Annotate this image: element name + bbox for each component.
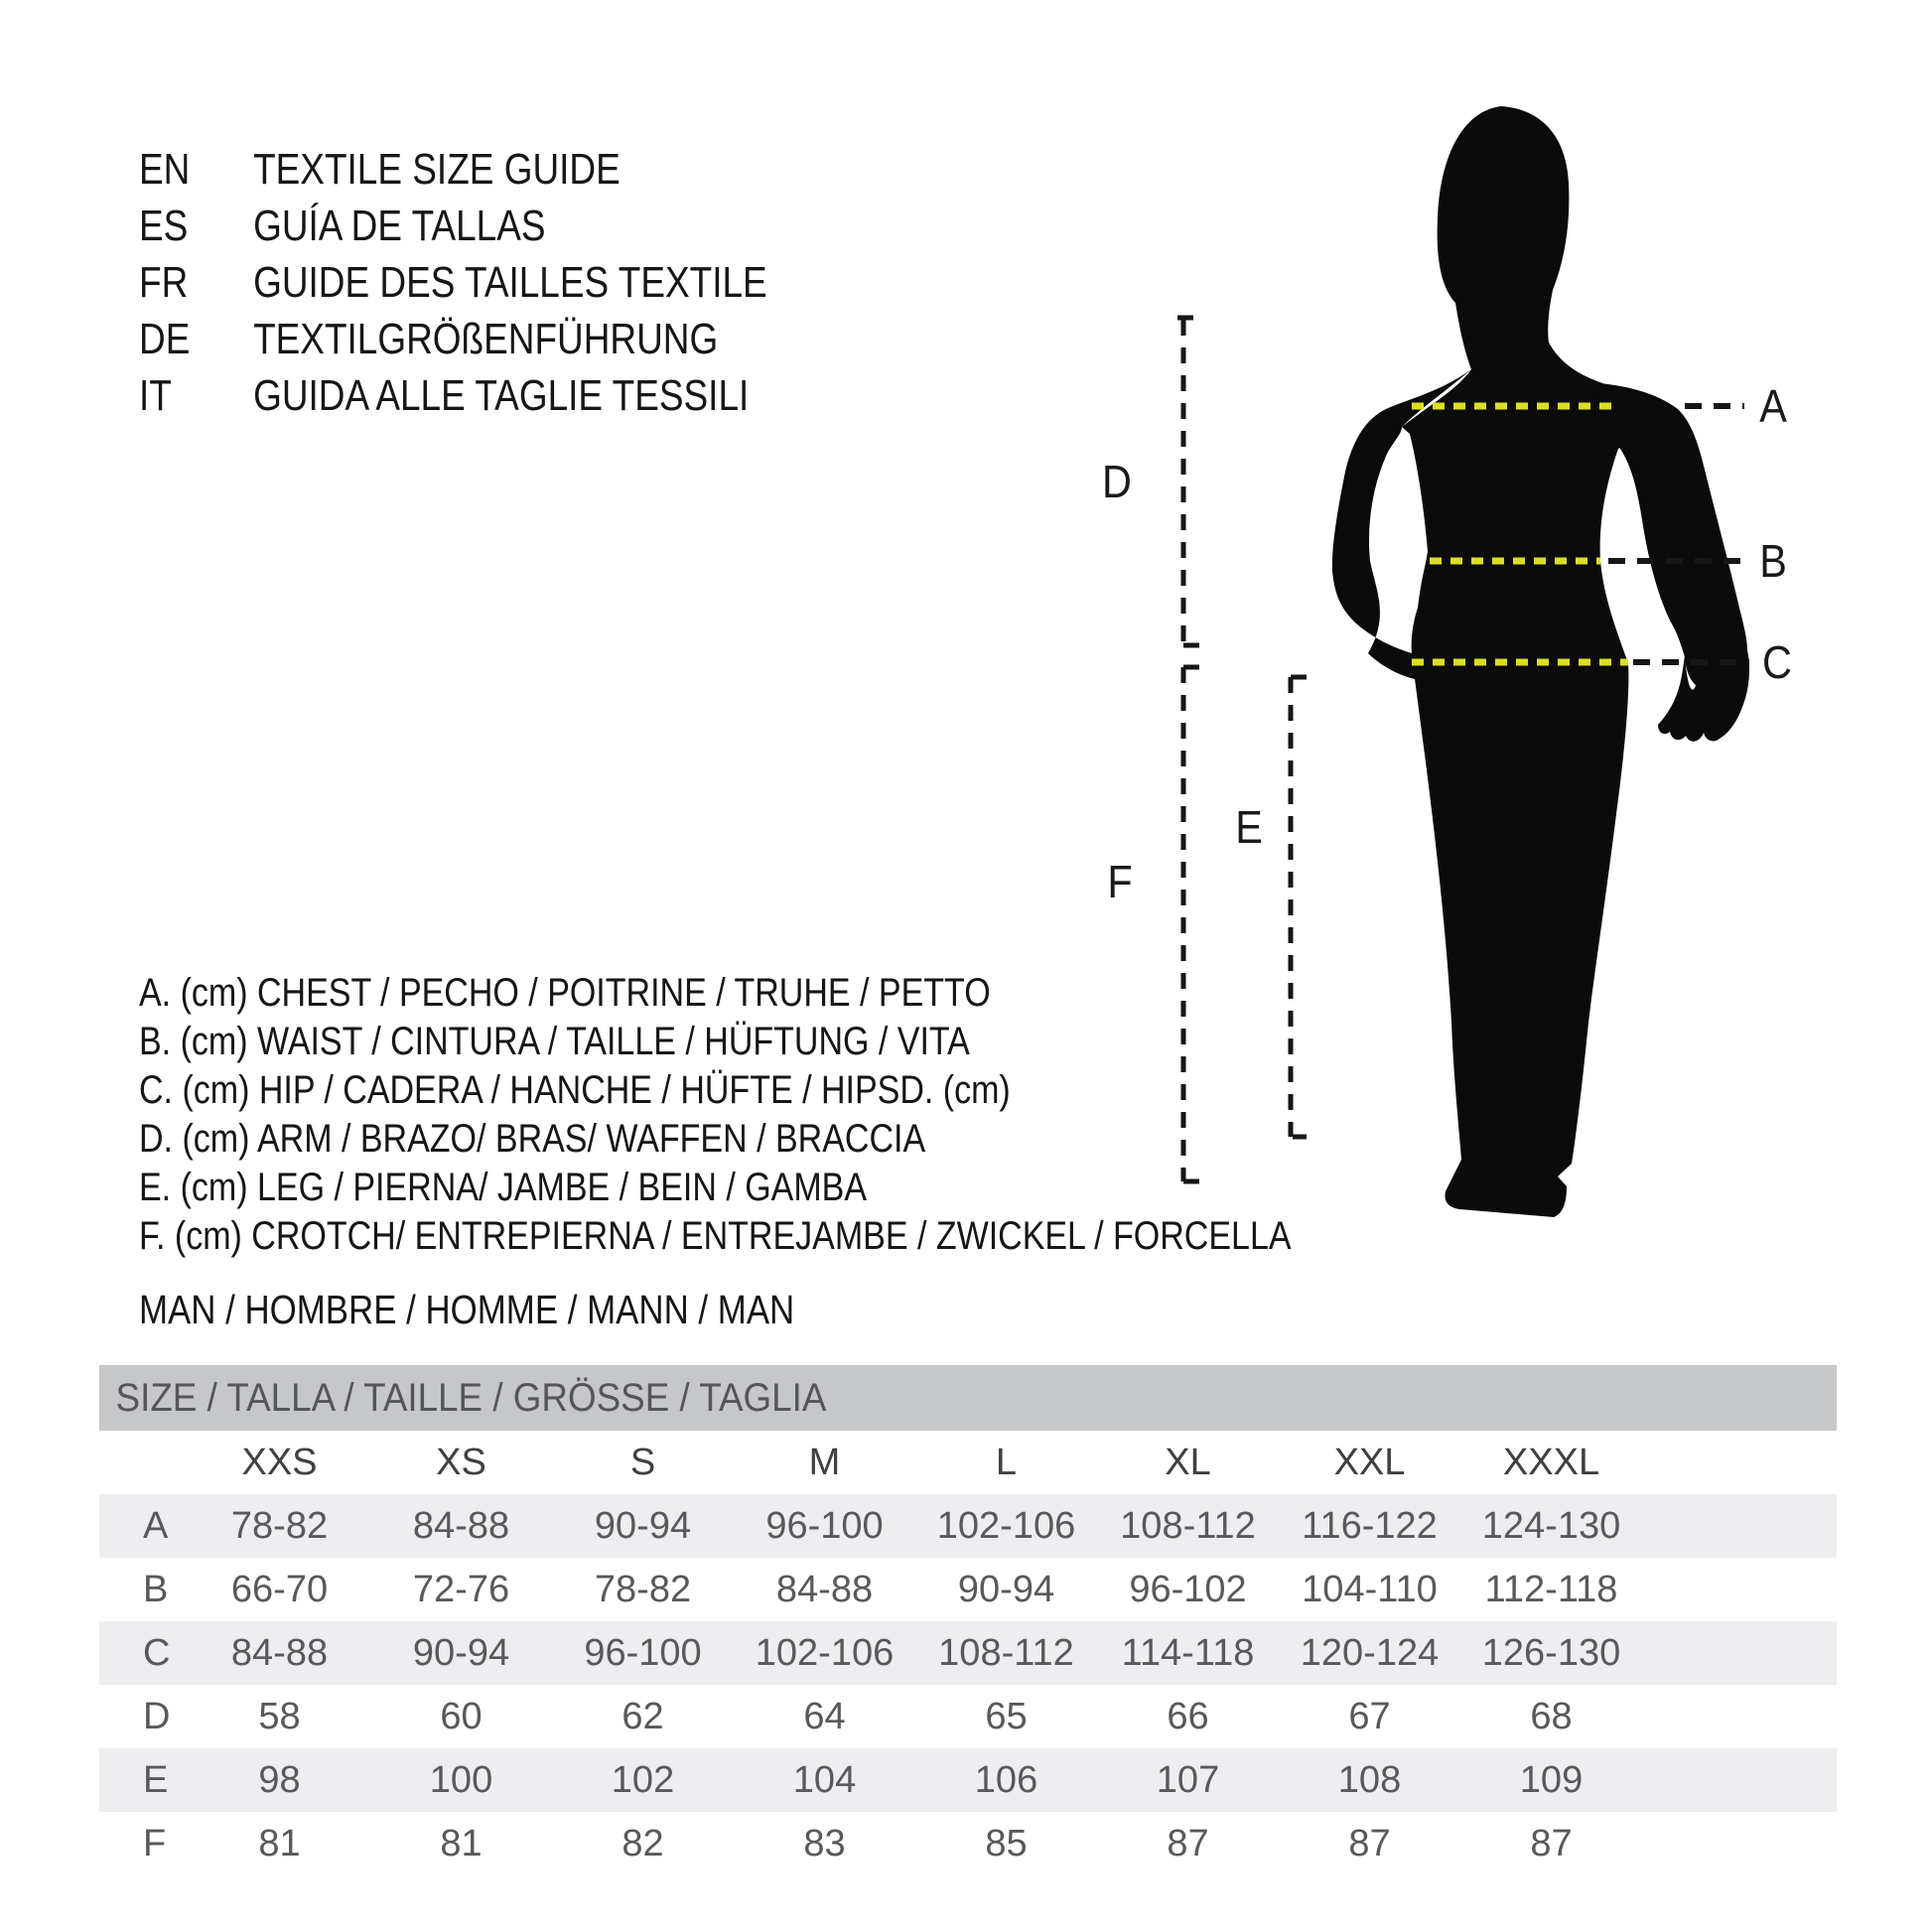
measurement-row-F xyxy=(99,1812,1837,1875)
size-value-cell: 100 xyxy=(429,1758,493,1801)
size-value-cell: 90-94 xyxy=(957,1568,1055,1610)
size-value-cell: 81 xyxy=(258,1822,301,1864)
size-value-cell: 60 xyxy=(440,1695,483,1737)
size-value-cell: 102 xyxy=(611,1758,675,1801)
size-column-header: L xyxy=(995,1441,1018,1483)
size-column-header: XXXL xyxy=(1502,1441,1600,1483)
legend-item: A. (cm) CHEST / PECHO / POITRINE / TRUHE / PETTO xyxy=(139,971,991,1015)
size-value-cell: 82 xyxy=(621,1822,664,1864)
legend-item: D. (cm) ARM / BRAZO/ BRAS/ WAFFEN / BRACCIA xyxy=(139,1117,926,1161)
size-value-cell: 112-118 xyxy=(1484,1568,1618,1610)
size-value-cell: 78-82 xyxy=(594,1568,692,1610)
size-value-cell: 126-130 xyxy=(1481,1631,1621,1674)
size-value-cell: 78-82 xyxy=(230,1504,329,1547)
legend-item: F. (cm) CROTCH/ ENTREPIERNA / ENTREJAMBE / ZWICKEL / FORCELLA xyxy=(139,1214,1292,1258)
size-value-cell: 85 xyxy=(985,1822,1028,1864)
size-value-cell: 66 xyxy=(1167,1695,1209,1737)
measurement-row-C xyxy=(99,1621,1837,1685)
measurement-row-D xyxy=(99,1685,1837,1748)
size-value-cell: 104-110 xyxy=(1302,1568,1438,1610)
size-table-header-band xyxy=(99,1365,1837,1431)
size-value-cell: 96-100 xyxy=(584,1631,702,1674)
arm-label-D: D xyxy=(1102,456,1132,507)
size-value-cell: 83 xyxy=(803,1822,846,1864)
size-column-header: S xyxy=(629,1441,656,1483)
row-label: C xyxy=(143,1631,171,1674)
size-value-cell: 84-88 xyxy=(412,1504,510,1547)
size-value-cell: 98 xyxy=(258,1758,301,1801)
size-value-cell: 116-122 xyxy=(1302,1504,1438,1547)
size-value-cell: 65 xyxy=(985,1695,1028,1737)
legend-item: B. (cm) WAIST / CINTURA / TAILLE / HÜFTUNG / VITA xyxy=(139,1020,970,1063)
chest-label-A: A xyxy=(1759,380,1787,432)
legend-item: E. (cm) LEG / PIERNA/ JAMBE / BEIN / GAMBA xyxy=(139,1166,868,1209)
language-guide-title: GUÍA DE TALLAS xyxy=(253,201,546,250)
measurement-row-A xyxy=(99,1494,1837,1558)
row-label: F xyxy=(143,1822,167,1864)
size-value-cell: 96-100 xyxy=(765,1504,884,1547)
size-value-cell: 90-94 xyxy=(594,1504,692,1547)
size-value-cell: 114-118 xyxy=(1121,1631,1255,1674)
size-column-header: XL xyxy=(1165,1441,1211,1483)
language-guide-title: GUIDE DES TAILLES TEXTILE xyxy=(253,257,767,307)
hip-label-C: C xyxy=(1762,636,1792,688)
size-value-cell: 102-106 xyxy=(755,1631,895,1674)
size-value-cell: 68 xyxy=(1530,1695,1573,1737)
language-code: EN xyxy=(139,144,191,194)
size-column-header: XXS xyxy=(241,1441,318,1483)
waist-label-B: B xyxy=(1759,535,1787,587)
language-code: IT xyxy=(139,370,172,420)
size-columns-row xyxy=(99,1431,1837,1494)
category-line: MAN / HOMBRE / HOMME / MANN / MAN xyxy=(139,1287,795,1332)
size-value-cell: 108 xyxy=(1337,1758,1402,1801)
crotch-label-F: F xyxy=(1107,856,1133,907)
legend-item: C. (cm) HIP / CADERA / HANCHE / HÜFTE / HIPSD. (cm) xyxy=(139,1068,1011,1112)
size-value-cell: 120-124 xyxy=(1300,1631,1440,1674)
size-value-cell: 109 xyxy=(1519,1758,1584,1801)
size-value-cell: 84-88 xyxy=(230,1631,329,1674)
size-value-cell: 107 xyxy=(1156,1758,1220,1801)
language-guide-title: TEXTILE SIZE GUIDE xyxy=(253,144,621,194)
size-value-cell: 90-94 xyxy=(412,1631,510,1674)
size-value-cell: 96-102 xyxy=(1129,1568,1247,1610)
language-guide-title: TEXTILGRÖßENFÜHRUNG xyxy=(253,314,719,363)
leg-label-E: E xyxy=(1235,801,1263,853)
size-value-cell: 67 xyxy=(1348,1695,1391,1737)
language-code: FR xyxy=(139,257,189,307)
language-code: DE xyxy=(139,314,191,363)
size-table-body xyxy=(99,1365,1837,1875)
row-label: A xyxy=(143,1504,169,1547)
size-table-title: SIZE / TALLA / TAILLE / GRÖSSE / TAGLIA xyxy=(115,1375,827,1420)
size-value-cell: 66-70 xyxy=(230,1568,329,1610)
row-label: D xyxy=(143,1695,171,1737)
size-value-cell: 106 xyxy=(974,1758,1038,1801)
row-label: B xyxy=(143,1568,169,1610)
size-column-header: M xyxy=(808,1441,841,1483)
empty-corner-cell xyxy=(99,1431,189,1494)
size-column-header: XXL xyxy=(1333,1441,1406,1483)
size-value-cell: 64 xyxy=(803,1695,846,1737)
measurement-legend xyxy=(139,969,1494,1261)
language-code: ES xyxy=(139,201,189,250)
size-value-cell: 87 xyxy=(1348,1822,1391,1864)
size-value-cell: 108-112 xyxy=(938,1631,1074,1674)
measurement-row-B xyxy=(99,1558,1837,1621)
size-value-cell: 84-88 xyxy=(775,1568,874,1610)
size-value-cell: 102-106 xyxy=(936,1504,1076,1547)
size-value-cell: 124-130 xyxy=(1481,1504,1621,1547)
size-value-cell: 81 xyxy=(440,1822,483,1864)
size-table xyxy=(99,1365,1837,1875)
size-value-cell: 62 xyxy=(621,1695,664,1737)
language-guide-title: GUIDA ALLE TAGLIE TESSILI xyxy=(253,370,750,420)
size-value-cell: 108-112 xyxy=(1120,1504,1256,1547)
arm-length-line-D xyxy=(1177,318,1205,645)
size-value-cell: 87 xyxy=(1530,1822,1573,1864)
size-value-cell: 104 xyxy=(792,1758,857,1801)
size-column-header: XS xyxy=(436,1441,486,1483)
row-label: E xyxy=(143,1758,169,1801)
measurement-row-E xyxy=(99,1748,1837,1812)
size-value-cell: 58 xyxy=(258,1695,301,1737)
size-value-cell: 72-76 xyxy=(412,1568,510,1610)
size-value-cell: 87 xyxy=(1167,1822,1209,1864)
